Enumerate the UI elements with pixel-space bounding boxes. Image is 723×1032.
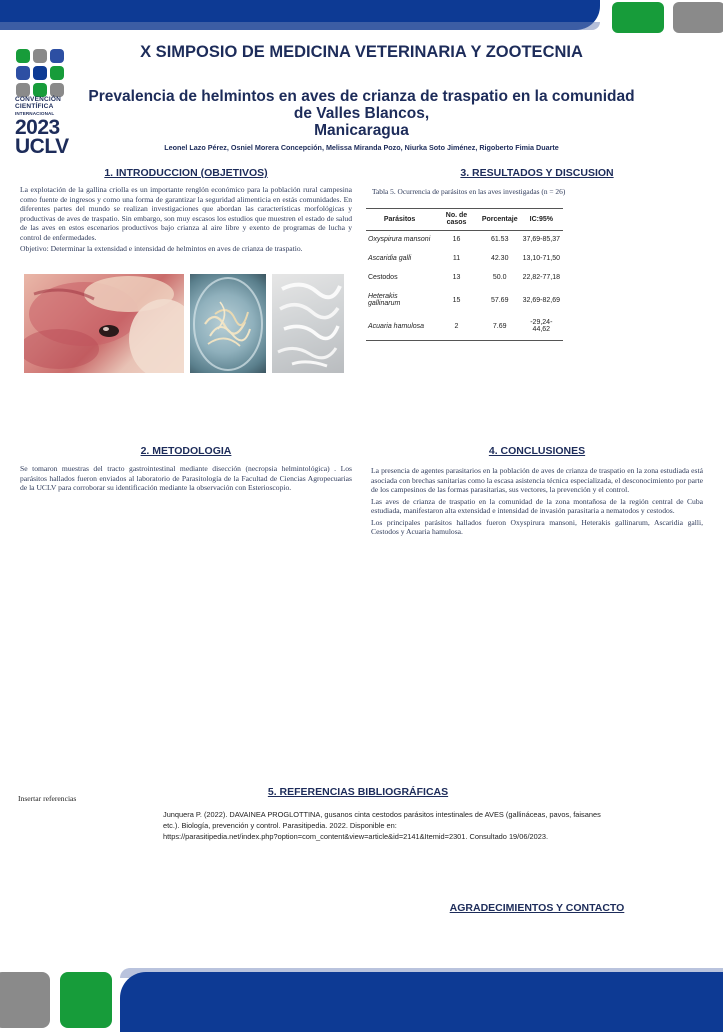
references-heading: 5. REFERENCIAS BIBLIOGRÁFICAS: [267, 786, 449, 798]
conclusions-heading: 4. CONCLUSIONES: [488, 445, 586, 457]
references-placeholder-note: Insertar referencias: [18, 794, 77, 803]
uclv-logo-icon: [15, 48, 65, 98]
introduction-objective: Objetivo: Determinar la extensidad e intensidad de helmintos en aves de crianza de traspatio.: [20, 244, 303, 253]
logo-year: 2023: [15, 116, 60, 139]
reference-line-1: Junquera P. (2022). DAVAINEA PROGLOTTINA, gusanos cinta cestodos parásitos intestinales de AVES (gallináceas, pavos, faisanes: [163, 810, 601, 819]
table-caption: Tabla 5. Ocurrencia de parásitos en las aves investigadas (n = 26): [372, 187, 566, 196]
column-header: Porcentaje: [480, 209, 520, 231]
title-line-3: Manicaragua: [314, 122, 409, 139]
chicken-eye-lesion-photo: [24, 274, 184, 373]
percentage: 7.69: [480, 314, 520, 341]
table-header-row: [366, 209, 563, 231]
reference-entry: [163, 809, 623, 842]
confidence-interval: -29,24-44,62: [520, 314, 563, 341]
title-line-1: Prevalencia de helmintos en aves de crianza de traspatio en la comunidad: [88, 88, 635, 105]
results-heading: 3. RESULTADOS Y DISCUSION: [460, 167, 614, 179]
case-count: 2: [433, 314, 480, 341]
methodology-body: [20, 464, 352, 495]
percentage: 57.69: [490, 296, 509, 304]
confidence-interval: 32,69-82,69: [522, 296, 560, 304]
confidence-interval: 22,82-77,18: [522, 274, 560, 281]
parasite-table: [366, 208, 563, 341]
acknowledgements-heading: AGRADECIMIENTOS Y CONTACTO: [449, 902, 625, 914]
introduction-heading: 1. INTRODUCCION (OBJETIVOS): [104, 167, 268, 179]
percentage: 42.30: [490, 255, 509, 262]
top-blue-band-shadow: [0, 22, 600, 30]
table-row: [366, 314, 563, 341]
introduction-paragraph: La explotación de la gallina criolla es un importante renglón económico para la población rural campesina como fuente de ingresos y como una forma de garantizar la seguridad alimenticia en estás comunidades. En diferentes partes del mundo se realizan investigaciones que abordan las características morfológicas y productivas de aves de traspatio. Sin embargo, son muy escasos los estudios que muestren el estado de salud de las aves en estos escenarios productivos bajo crianza al aire libre y exento de programas de lucha y control de enfermedades.: [20, 185, 352, 242]
confidence-interval: 37,69-85,37: [522, 236, 560, 243]
table-row: [366, 269, 563, 288]
top-green-tab: [612, 2, 664, 33]
table-row: [366, 288, 563, 314]
bottom-gray-tab: [0, 972, 50, 1028]
column-header: No. de casos: [433, 209, 480, 231]
top-gray-tab: [673, 2, 723, 33]
poster-title: [80, 88, 643, 139]
parasite-name: Cestodos: [368, 274, 398, 281]
table-row: [366, 231, 563, 251]
conclusion-paragraph: La presencia de agentes parasitarios en la población de aves de crianza de traspatio en la zona estudiada está asociada con brechas sanitarias como la escasa asistencia técnica especializada, el desconocimiento por parte de los campesinos de las formas parasitarias, sus vectores, la prevención y el control.: [371, 466, 703, 494]
tapeworm-segments-photo: [272, 274, 344, 373]
case-count: 16: [452, 236, 461, 243]
logo-university: UCLV: [15, 135, 69, 158]
methodology-heading: 2. METODOLOGIA: [140, 445, 232, 457]
introduction-body: [20, 185, 352, 256]
parasite-name: Heterakis gallinarum: [368, 293, 401, 307]
column-header: Parásitos: [366, 209, 433, 231]
percentage: 50.0: [492, 274, 507, 281]
table-row: [366, 250, 563, 269]
conclusion-paragraph: Las aves de crianza de traspatio en la comunidad de la zona montañosa de la región central de Cuba estudiada, manifestaron alta extensidad e intensidad de invasión parasitaria a nematodos y cestodos.: [371, 496, 703, 515]
case-count: 11: [452, 255, 461, 262]
parasite-name: Ascaridia galli: [368, 255, 412, 262]
bottom-green-tab: [60, 972, 112, 1028]
authors-line: Leonel Lazo Pérez, Osniel Morera Concepción, Melissa Miranda Pozo, Niurka Soto Jiménez, Rigoberto Fimia Duarte: [164, 143, 559, 152]
reference-link[interactable]: https://parasitipedia.net/index.php?option=com_content&view=article&id=2141&Itemid=2301. Consultado 19/06/2023.: [163, 832, 548, 841]
worms-in-petri-dish-photo: [190, 274, 266, 373]
column-header: IC:95%: [520, 209, 563, 231]
methodology-paragraph: Se tomaron muestras del tracto gastrointestinal mediante disección (necropsia helmintológica) . Los parásitos hallados fueron enviados al laboratorio de Parasitología de la Facultad de Ciencias Agropecuarias de la UCLV para corroborar su identificación mediante la observación con Esterioscopio.: [20, 464, 352, 492]
parasite-name: Oxyspirura mansoni: [368, 236, 431, 243]
title-line-2: de Valles Blancos,: [293, 105, 430, 122]
reference-line-2: etc.). Biología, prevención y control. Parasitipedia. 2022. Disponible en:: [163, 821, 397, 830]
logo-line-2: CIENTÍFICA: [15, 103, 54, 110]
case-count: 15: [452, 296, 461, 304]
confidence-interval: 13,10-71,50: [522, 255, 560, 262]
symposium-title: X SIMPOSIO DE MEDICINA VETERINARIA Y ZOOTECNIA: [140, 43, 583, 61]
logo-wordmark: [15, 96, 75, 156]
conclusion-paragraph: Los principales parásitos hallados fueron Oxyspirura mansoni, Heterakis gallinarum, Ascaridia galli, Cestodos y Acuaria hamulosa.: [371, 517, 703, 536]
parasite-name: Acuaria hamulosa: [366, 314, 433, 341]
conclusions-body: [371, 466, 703, 539]
percentage: 61.53: [490, 236, 509, 243]
logo-line-3: INTERNACIONAL: [15, 111, 55, 116]
case-count: 13: [452, 274, 461, 281]
logo-line-1: CONVENCIÓN: [15, 96, 62, 103]
bottom-blue-band: [120, 972, 723, 1032]
